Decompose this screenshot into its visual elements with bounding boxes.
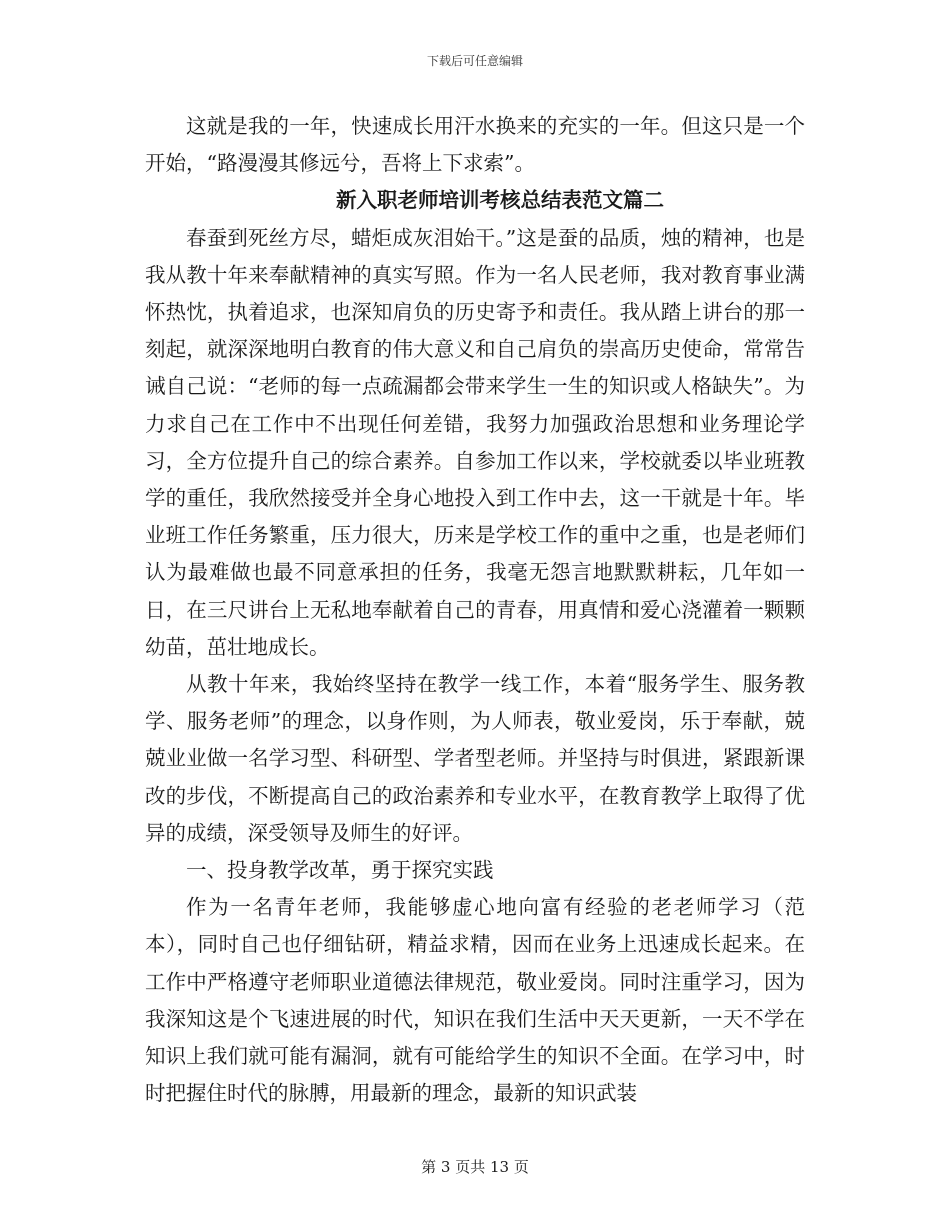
document-body bbox=[145, 108, 805, 1112]
paragraph-ten-years: 从教十年来，我始终坚持在教学一线工作，本着“服务学生、服务教学、服务老师”的理念，以身作则，为人师表，敬业爱岗，乐于奉献，兢兢业业做一名学习型、科研型、学者型老师。并坚持与时俱进，紧跟新课改的步伐，不断提高自己的政治素养和专业水平，在教育教学上取得了优异的成绩，深受领导及师生的好评。 bbox=[145, 672, 805, 845]
paragraph-intro: 这就是我的一年，快速成长用汗水换来的充实的一年。但这只是一个开始，“路漫漫其修远兮，吾将上下求索”。 bbox=[145, 114, 805, 176]
paragraph-main: 春蚕到死丝方尽，蜡炬成灰泪始干。”这是蚕的品质，烛的精神，也是我从教十年来奉献精神的真实写照。作为一名人民老师，我对教育事业满怀热忱，执着追求，也深知肩负的历史寄予和责任。我从踏上讲台的那一刻起，就深深地明白教育的伟大意义和自己肩负的崇高历史使命，常常告诫自己说：“老师的每一点疏漏都会带来学生一生的知识或人格缺失”。为力求自己在工作中不出现任何差错，我努力加强政治思想和业务理论学习，全方位提升自己的综合素养。自参加工作以来，学校就委以毕业班教学的重任，我欣然接受并全身心地投入到工作中去，这一干就是十年。毕业班工作任务繁重，压力很大，历来是学校工作的重中之重，也是老师们认为最难做也最不同意承担的任务，我毫无怨言地默默耕耘，几年如一日，在三尺讲台上无私地奉献着自己的青春，用真情和爱心浇灌着一颗颗幼苗，茁壮地成长。 bbox=[145, 225, 805, 659]
page-header-note: 下载后可任意编辑 bbox=[426, 54, 523, 68]
page-footer-number: 第 3 页共 13 页 bbox=[421, 1158, 529, 1176]
paragraph-young-teacher: 作为一名青年老师，我能够虚心地向富有经验的老老师学习（范本），同时自己也仔细钻研，精益求精，因而在业务上迅速成长起来。在工作中严格遵守老师职业道德法律规范，敬业爱岗。同时注重学习，因为我深知这是个飞速进展的时代，知识在我们生活中天天更新，一天不学在知识上我们就可能有漏洞，就有可能给学生的知识不全面。在学习中，时时把握住时代的脉膊，用最新的理念，最新的知识武装 bbox=[145, 895, 805, 1106]
section-heading: 新入职老师培训考核总结表范文篇二 bbox=[336, 188, 664, 213]
subheading-teaching-reform: 一、投身教学改革，勇于探究实践 bbox=[186, 858, 494, 883]
